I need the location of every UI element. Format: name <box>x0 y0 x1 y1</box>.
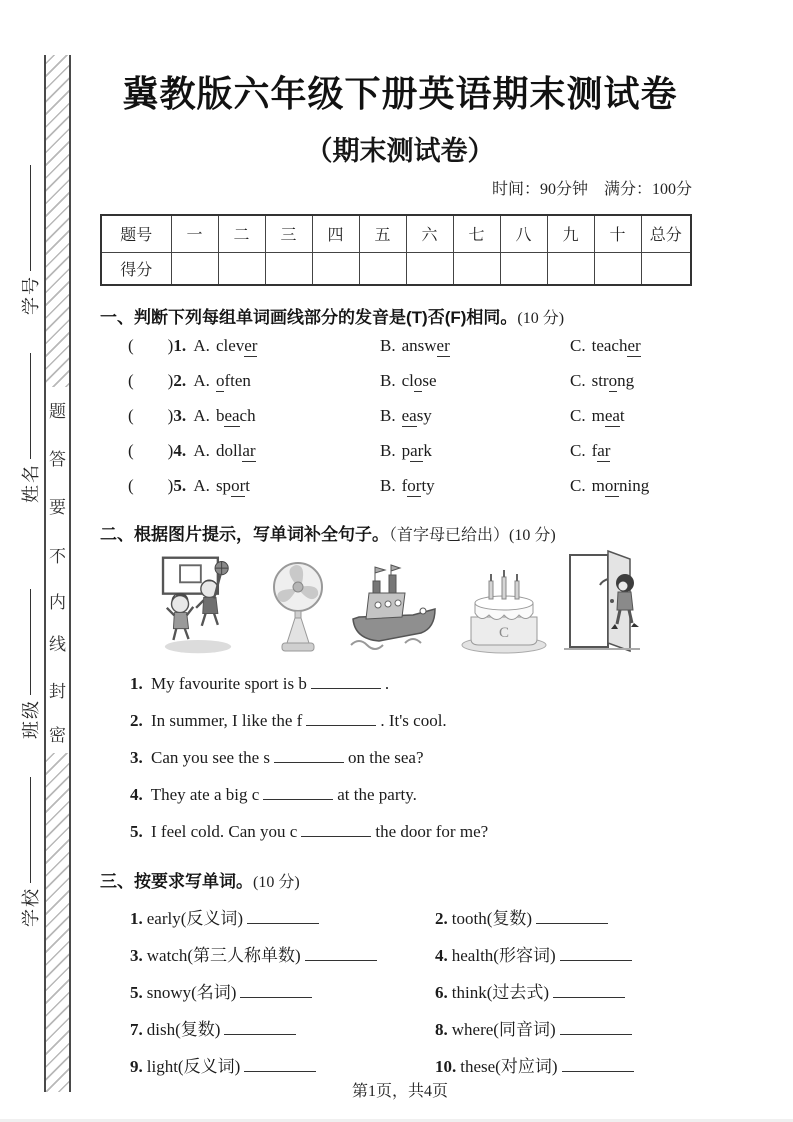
electric-fan-image <box>262 557 334 657</box>
class-field <box>18 589 42 739</box>
cake-letter: C <box>498 625 509 641</box>
option-b-word: forty <box>401 475 435 495</box>
section1-heading: 一、判断下列每组单词画线部分的发音是(T)否(F)相同。(10 分) <box>100 308 565 327</box>
score-cell[interactable] <box>500 252 547 285</box>
option-a-label: A. <box>193 370 210 390</box>
option-b-word: close <box>401 370 437 390</box>
answer-blank[interactable] <box>247 910 319 924</box>
word-item: 9. light(反义词) <box>130 1048 435 1085</box>
seal-char: 题 <box>49 402 66 421</box>
phonics-row <box>100 363 700 398</box>
birthday-cake-image <box>457 561 551 657</box>
option-a-word: beach <box>215 405 256 425</box>
score-cell[interactable] <box>265 252 312 285</box>
option-c-label: C. <box>570 370 586 390</box>
word-item: 1. early(反义词) <box>130 900 435 937</box>
option-a-label: A. <box>193 335 210 355</box>
student-id-field <box>18 165 42 315</box>
score-table <box>100 214 692 286</box>
sentence-item: 5. I feel cold. Can you c the door for me? <box>130 822 489 841</box>
exam-page <box>100 0 700 1085</box>
option-a-word: clever <box>215 335 258 355</box>
door-image <box>562 549 642 657</box>
answer-blank[interactable] <box>224 1021 296 1035</box>
word-item: 7. dish(复数) <box>130 1011 435 1048</box>
tf-answer-slot[interactable]: ( ) <box>128 440 174 460</box>
answer-blank[interactable] <box>274 749 344 763</box>
score-cell[interactable] <box>218 252 265 285</box>
option-b-word: park <box>401 440 432 460</box>
page-footer: 第1页，共4页 <box>351 1083 448 1100</box>
option-c-label: C. <box>570 440 586 460</box>
school-blank[interactable] <box>30 777 31 883</box>
score-table-header: 题号 <box>101 215 171 252</box>
student-id-blank[interactable] <box>30 165 31 271</box>
student-id-label: 学号 <box>21 275 41 315</box>
answer-blank[interactable] <box>305 947 377 961</box>
score-table-header: 五 <box>359 215 406 252</box>
answer-blank[interactable] <box>301 823 371 837</box>
sentence-item: 2. In summer, I like the f . It's cool. <box>130 711 447 730</box>
score-table-header: 总分 <box>641 215 691 252</box>
hatch-pattern <box>46 753 69 1092</box>
option-c-word: far <box>591 440 611 460</box>
section3-heading: 三、按要求写单词。(10 分) <box>100 872 300 891</box>
score-table-header: 十 <box>594 215 641 252</box>
tf-answer-slot[interactable]: ( ) <box>128 370 174 390</box>
score-table-header: 六 <box>406 215 453 252</box>
seal-char: 线 <box>49 635 66 654</box>
option-a-label: A. <box>193 405 210 425</box>
question-number: 1. <box>173 335 187 355</box>
tf-answer-slot[interactable]: ( ) <box>128 475 174 495</box>
answer-blank[interactable] <box>553 984 625 998</box>
answer-blank[interactable] <box>244 1058 316 1072</box>
word-item: 8. where(同音词) <box>435 1011 700 1048</box>
option-a-label: A. <box>193 440 210 460</box>
picture-row <box>100 551 700 657</box>
word-item: 2. tooth(复数) <box>435 900 700 937</box>
word-item: 5. snowy(名词) <box>130 974 435 1011</box>
answer-blank[interactable] <box>263 786 333 800</box>
option-a-label: A. <box>193 475 210 495</box>
class-label: 班级 <box>21 699 41 739</box>
question-number: 3. <box>130 748 143 767</box>
option-b-word: answer <box>401 335 450 355</box>
phonics-row <box>100 328 700 363</box>
option-b-label: B. <box>380 405 396 425</box>
score-cell[interactable] <box>641 252 691 285</box>
answer-blank[interactable] <box>306 712 376 726</box>
score-cell[interactable] <box>594 252 641 285</box>
score-table-header: 九 <box>547 215 594 252</box>
word-item: 3. watch(第三人称单数) <box>130 937 435 974</box>
answer-blank[interactable] <box>560 1021 632 1035</box>
option-c-label: C. <box>570 405 586 425</box>
seal-char: 密 <box>49 726 66 745</box>
question-number: 5. <box>173 475 187 495</box>
question-number: 1. <box>130 674 143 693</box>
phonics-row <box>100 468 700 503</box>
score-table-header: 二 <box>218 215 265 252</box>
score-table-header: 八 <box>500 215 547 252</box>
question-number: 2. <box>130 711 143 730</box>
question-number: 4. <box>130 785 143 804</box>
tf-answer-slot[interactable]: ( ) <box>128 405 174 425</box>
option-b-label: B. <box>380 335 396 355</box>
exam-info: 时间：90分钟 满分：100分 <box>491 181 692 198</box>
answer-blank[interactable] <box>240 984 312 998</box>
score-cell[interactable] <box>547 252 594 285</box>
answer-blank[interactable] <box>562 1058 634 1072</box>
option-b-word: easy <box>401 405 432 425</box>
option-a-word: often <box>215 370 251 390</box>
word-item: 4. health(形容词) <box>435 937 700 974</box>
ship-image <box>345 561 445 657</box>
score-table-header: 四 <box>312 215 359 252</box>
option-c-word: morning <box>591 475 650 495</box>
name-blank[interactable] <box>30 353 31 459</box>
phonics-row <box>100 398 700 433</box>
answer-blank[interactable] <box>536 910 608 924</box>
option-b-label: B. <box>380 370 396 390</box>
sentence-item: 3. Can you see the s on the sea? <box>130 748 424 767</box>
score-table-header: 三 <box>265 215 312 252</box>
answer-blank[interactable] <box>311 675 381 689</box>
page-title: 冀教版六年级下册英语期末测试卷 <box>122 74 678 114</box>
option-c-word: strong <box>591 370 635 390</box>
word-item: 10. these(对应词) <box>435 1048 700 1085</box>
word-transform-grid <box>100 900 700 1085</box>
fill-in-sentences <box>100 665 700 850</box>
answer-blank[interactable] <box>560 947 632 961</box>
section2-heading: 二、根据图片提示，写单词补全句子。（首字母已给出）(10 分) <box>100 525 556 544</box>
option-c-label: C. <box>570 335 586 355</box>
page-subtitle: （期末测试卷） <box>305 136 495 166</box>
sentence-item: 1. My favourite sport is b . <box>130 674 390 693</box>
option-c-word: meat <box>591 405 625 425</box>
question-number: 4. <box>173 440 187 460</box>
option-a-word: sport <box>215 475 250 495</box>
hatch-pattern <box>46 55 69 387</box>
option-b-label: B. <box>380 475 396 495</box>
phonics-row <box>100 433 700 468</box>
question-number: 2. <box>173 370 187 390</box>
score-cell[interactable] <box>312 252 359 285</box>
score-cell[interactable] <box>171 252 218 285</box>
score-cell[interactable] <box>359 252 406 285</box>
seal-char: 封 <box>49 682 66 701</box>
question-number: 5. <box>130 822 143 841</box>
seal-char: 内 <box>49 593 66 612</box>
score-row-label: 得分 <box>101 252 171 285</box>
class-blank[interactable] <box>30 589 31 695</box>
option-c-label: C. <box>570 475 586 495</box>
question-number: 3. <box>173 405 187 425</box>
score-table-header: 一 <box>171 215 218 252</box>
basketball-players-image <box>146 553 250 657</box>
name-field <box>18 353 42 503</box>
seal-char: 不 <box>49 547 66 566</box>
option-a-word: dollar <box>215 440 256 460</box>
option-b-label: B. <box>380 440 396 460</box>
school-label: 学校 <box>21 887 41 927</box>
score-cell[interactable] <box>406 252 453 285</box>
tf-answer-slot[interactable]: ( ) <box>128 335 174 355</box>
school-field <box>18 777 42 927</box>
seal-char: 要 <box>49 498 66 517</box>
word-item: 6. think(过去式) <box>435 974 700 1011</box>
seal-line-strip <box>44 55 71 1092</box>
score-table-header: 七 <box>453 215 500 252</box>
seal-char: 答 <box>49 450 66 469</box>
option-c-word: teacher <box>591 335 641 355</box>
score-cell[interactable] <box>453 252 500 285</box>
sentence-item: 4. They ate a big c at the party. <box>130 785 417 804</box>
name-label: 姓名 <box>21 463 41 503</box>
